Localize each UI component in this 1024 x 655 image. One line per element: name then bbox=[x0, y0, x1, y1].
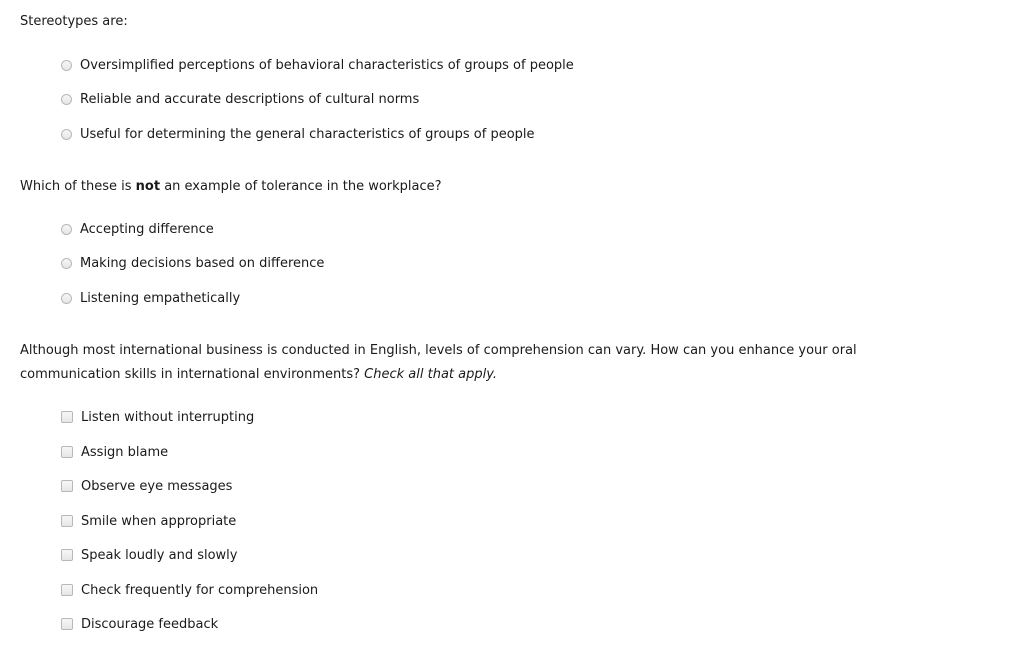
question-2-text-start: Which of these is bbox=[20, 179, 136, 194]
q3-option-4[interactable] bbox=[61, 512, 236, 530]
option-label: Reliable and accurate descriptions of cultural norms bbox=[80, 91, 420, 107]
q3-option-6[interactable] bbox=[61, 581, 318, 599]
option-label: Making decisions based on difference bbox=[80, 255, 325, 271]
radio-button[interactable] bbox=[61, 94, 72, 105]
question-3-text: Although most international business is conducted in English, levels of comprehension can vary. How can you enhance your oral communication skills in international environments? bbox=[20, 343, 857, 382]
option-label: Accepting difference bbox=[80, 221, 214, 237]
radio-button[interactable] bbox=[61, 224, 72, 235]
q3-option-5[interactable] bbox=[61, 546, 238, 564]
option-label: Oversimplified perceptions of behavioral characteristics of groups of people bbox=[80, 57, 574, 73]
q1-option-2[interactable] bbox=[61, 90, 419, 108]
option-label: Check frequently for comprehension bbox=[81, 582, 319, 598]
option-label: Listen without interrupting bbox=[81, 409, 255, 425]
option-label: Observe eye messages bbox=[81, 478, 233, 494]
checkbox[interactable] bbox=[61, 584, 73, 596]
question-1-text: Stereotypes are: bbox=[20, 14, 128, 29]
question-1-prompt bbox=[20, 10, 960, 34]
checkbox[interactable] bbox=[61, 549, 73, 561]
question-2-prompt bbox=[20, 175, 960, 199]
q3-option-1[interactable] bbox=[61, 408, 254, 426]
radio-button[interactable] bbox=[61, 60, 72, 71]
radio-button[interactable] bbox=[61, 258, 72, 269]
q3-option-2[interactable] bbox=[61, 443, 168, 461]
option-label: Useful for determining the general characteristics of groups of people bbox=[80, 126, 535, 142]
q1-option-1[interactable] bbox=[61, 56, 574, 74]
question-2-text-end: an example of tolerance in the workplace? bbox=[160, 179, 442, 194]
q2-option-1[interactable] bbox=[61, 220, 214, 238]
checkbox[interactable] bbox=[61, 618, 73, 630]
checkbox[interactable] bbox=[61, 480, 73, 492]
q1-option-3[interactable] bbox=[61, 125, 535, 143]
option-label: Assign blame bbox=[81, 444, 169, 460]
checkbox[interactable] bbox=[61, 515, 73, 527]
question-3-prompt bbox=[20, 339, 960, 387]
option-label: Discourage feedback bbox=[81, 616, 219, 632]
q2-option-2[interactable] bbox=[61, 254, 324, 272]
option-label: Listening empathetically bbox=[80, 290, 241, 306]
option-label: Smile when appropriate bbox=[81, 513, 237, 529]
checkbox[interactable] bbox=[61, 446, 73, 458]
question-3-instruction: Check all that apply. bbox=[364, 367, 498, 382]
q3-option-3[interactable] bbox=[61, 477, 232, 495]
q3-option-7[interactable] bbox=[61, 615, 218, 633]
q2-option-3[interactable] bbox=[61, 289, 240, 307]
radio-button[interactable] bbox=[61, 129, 72, 140]
option-label: Speak loudly and slowly bbox=[81, 547, 238, 563]
radio-button[interactable] bbox=[61, 293, 72, 304]
checkbox[interactable] bbox=[61, 411, 73, 423]
question-2-bold-word: not bbox=[135, 179, 161, 194]
